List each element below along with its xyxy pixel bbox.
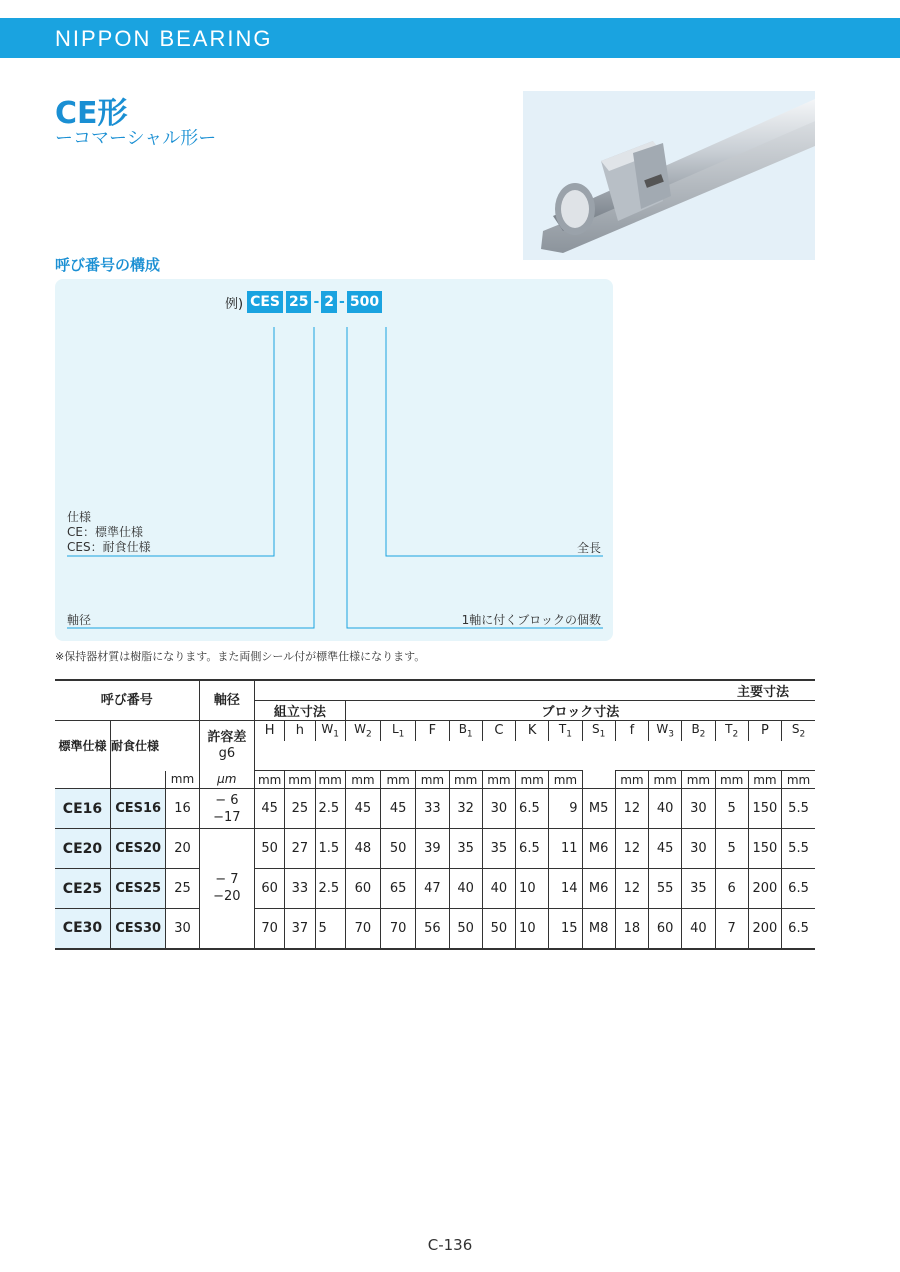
value-cell: 30 — [682, 829, 715, 869]
value-cell: 45 — [345, 789, 380, 829]
unit-cell: mm — [649, 771, 682, 789]
value-cell: 32 — [449, 789, 482, 829]
corrosion-code: CES25 — [110, 869, 165, 909]
brand-name: NIPPON BEARING — [55, 26, 273, 51]
header-call-number: 呼び番号 — [55, 680, 199, 721]
col-header: $B_2$ — [682, 721, 715, 741]
value-cell: 30 — [682, 789, 715, 829]
page-subtitle: ーコマーシャル形ー — [55, 128, 217, 149]
value-cell: 37 — [285, 909, 315, 949]
unit-cell: mm — [449, 771, 482, 789]
value-cell: 9 — [549, 789, 582, 829]
value-cell: 5 — [315, 909, 345, 949]
unit-cell: mm — [416, 771, 449, 789]
value-cell: 200 — [748, 869, 781, 909]
col-header: K — [516, 721, 549, 741]
value-cell: 40 — [449, 869, 482, 909]
value-cell: M8 — [582, 909, 615, 949]
tolerance-label: 許容差 — [207, 729, 247, 745]
col-header: C — [482, 721, 515, 741]
table-row — [55, 829, 815, 869]
tolerance-upper: − 6 — [215, 792, 239, 808]
col-header: $L_1$ — [381, 721, 416, 741]
unit-cell: mm — [682, 771, 715, 789]
code-part-spec: CES — [247, 291, 283, 313]
value-cell: 60 — [649, 909, 682, 949]
unit-cell: mm — [315, 771, 345, 789]
page-number: C-136 — [427, 1236, 473, 1254]
value-cell: 35 — [449, 829, 482, 869]
value-cell: 30 — [482, 789, 515, 829]
tolerance-lower: −17 — [213, 809, 241, 825]
unit-cell: mm — [615, 771, 648, 789]
spec-label-line: CE：標準仕様 — [67, 525, 143, 539]
col-header: $W_2$ — [345, 721, 380, 741]
col-header: $S_1$ — [582, 721, 615, 741]
unit-cell: mm — [549, 771, 582, 789]
part-number-diagram — [55, 279, 613, 641]
unit-cell: mm — [782, 771, 815, 789]
shaft-diameter: 25 — [166, 869, 199, 909]
tolerance-cell — [199, 829, 254, 949]
value-cell: 70 — [345, 909, 380, 949]
tolerance-upper: − 7 — [215, 872, 239, 888]
header-tolerance — [199, 721, 254, 771]
table-row — [55, 909, 815, 949]
value-cell: 150 — [748, 789, 781, 829]
value-cell: 6.5 — [516, 789, 549, 829]
tolerance-lower: −20 — [213, 889, 241, 905]
unit-cell: mm — [482, 771, 515, 789]
code-dash: - — [339, 294, 345, 310]
col-header: P — [748, 721, 781, 741]
value-cell: M6 — [582, 869, 615, 909]
value-cell: 5.5 — [782, 789, 815, 829]
value-cell: 33 — [285, 869, 315, 909]
value-cell: 50 — [449, 909, 482, 949]
unit-cell: mm — [516, 771, 549, 789]
value-cell: 15 — [549, 909, 582, 949]
corrosion-code: CES16 — [110, 789, 165, 829]
corrosion-code: CES20 — [110, 829, 165, 869]
value-cell: 12 — [615, 869, 648, 909]
length-label: 全長 — [576, 541, 601, 555]
value-cell: 70 — [255, 909, 285, 949]
unit-cell: mm — [345, 771, 380, 789]
value-cell: 60 — [345, 869, 380, 909]
spec-label-line: 仕様 — [67, 510, 92, 524]
value-cell: 6.5 — [782, 869, 815, 909]
code-part-length: 500 — [347, 291, 382, 313]
col-header: f — [615, 721, 648, 741]
value-cell: 47 — [416, 869, 449, 909]
value-cell: 6 — [715, 869, 748, 909]
value-cell: 45 — [255, 789, 285, 829]
value-cell: 14 — [549, 869, 582, 909]
header-corrosion: 耐食仕様 — [110, 721, 199, 771]
value-cell: 5.5 — [782, 829, 815, 869]
col-header: $W_3$ — [649, 721, 682, 741]
shaft-diameter: 20 — [166, 829, 199, 869]
standard-code: CE30 — [55, 909, 110, 949]
value-cell: 25 — [285, 789, 315, 829]
table-row — [55, 789, 815, 829]
code-part-shaft: 25 — [286, 291, 311, 313]
unit-cell-empty — [582, 771, 615, 789]
unit-row — [55, 771, 815, 789]
unit-cell: mm — [255, 771, 285, 789]
page-title: CE形 — [55, 96, 128, 131]
value-cell: 1.5 — [315, 829, 345, 869]
value-cell: 150 — [748, 829, 781, 869]
col-header: $W_1$ — [315, 721, 345, 741]
shaft-diameter: 30 — [166, 909, 199, 949]
value-cell: 35 — [482, 829, 515, 869]
shaft-diameter: 16 — [166, 789, 199, 829]
unit-cell-empty — [110, 771, 165, 789]
spec-table — [55, 679, 815, 950]
corrosion-code: CES30 — [110, 909, 165, 949]
value-cell: 27 — [285, 829, 315, 869]
tolerance-cell — [199, 789, 254, 829]
col-header: H — [255, 721, 285, 741]
value-cell: 65 — [381, 869, 416, 909]
col-header: $T_2$ — [715, 721, 748, 741]
value-cell: 200 — [748, 909, 781, 949]
value-cell: 60 — [255, 869, 285, 909]
value-cell: 40 — [649, 789, 682, 829]
value-cell: 12 — [615, 829, 648, 869]
g6-label: g6 — [218, 745, 236, 761]
header-spacer — [255, 741, 815, 771]
unit-um: μm — [199, 771, 254, 789]
code-dash: - — [313, 294, 320, 310]
leader-lines — [55, 279, 613, 641]
value-cell: 5 — [715, 829, 748, 869]
code-part-blocks: 2 — [321, 291, 337, 313]
value-cell: 70 — [381, 909, 416, 949]
value-cell: M5 — [582, 789, 615, 829]
col-header: F — [416, 721, 449, 741]
value-cell: 2.5 — [315, 869, 345, 909]
header-bar — [0, 18, 900, 58]
standard-code: CE25 — [55, 869, 110, 909]
header-main-dims: 主要寸法 — [255, 680, 815, 701]
value-cell: 10 — [516, 869, 549, 909]
header-assembly: 組立寸法 — [255, 701, 346, 721]
col-header: $S_2$ — [782, 721, 815, 741]
value-cell: 2.5 — [315, 789, 345, 829]
section-title: 呼び番号の構成 — [55, 256, 161, 274]
value-cell: 50 — [255, 829, 285, 869]
value-cell: 50 — [381, 829, 416, 869]
header-standard: 標準仕様 — [55, 721, 110, 771]
col-header: $B_1$ — [449, 721, 482, 741]
material-note: ※保持器材質は樹脂になります。また両側シール付が標準仕様になります。 — [55, 650, 426, 663]
value-cell: 7 — [715, 909, 748, 949]
value-cell: M6 — [582, 829, 615, 869]
unit-cell: mm — [748, 771, 781, 789]
value-cell: 48 — [345, 829, 380, 869]
product-photo — [523, 91, 815, 260]
standard-code: CE20 — [55, 829, 110, 869]
example-label: 例) — [225, 296, 244, 312]
value-cell: 45 — [649, 829, 682, 869]
value-cell: 18 — [615, 909, 648, 949]
value-cell: 50 — [482, 909, 515, 949]
header-shaft: 軸径 — [199, 680, 254, 721]
value-cell: 39 — [416, 829, 449, 869]
value-cell: 6.5 — [516, 829, 549, 869]
unit-cell: mm — [166, 771, 199, 789]
unit-cell: mm — [381, 771, 416, 789]
col-header: h — [285, 721, 315, 741]
value-cell: 40 — [482, 869, 515, 909]
value-cell: 33 — [416, 789, 449, 829]
standard-code: CE16 — [55, 789, 110, 829]
value-cell: 10 — [516, 909, 549, 949]
shaft-label: 軸径 — [67, 613, 92, 627]
value-cell: 5 — [715, 789, 748, 829]
unit-cell-empty — [55, 771, 110, 789]
value-cell: 40 — [682, 909, 715, 949]
header-block: ブロック寸法 — [345, 701, 815, 721]
value-cell: 55 — [649, 869, 682, 909]
value-cell: 45 — [381, 789, 416, 829]
value-cell: 6.5 — [782, 909, 815, 949]
blocks-label: 1軸に付くブロックの個数 — [461, 613, 601, 627]
spec-label — [67, 510, 151, 555]
unit-cell: mm — [285, 771, 315, 789]
value-cell: 12 — [615, 789, 648, 829]
unit-cell: mm — [715, 771, 748, 789]
col-header: $T_1$ — [549, 721, 582, 741]
value-cell: 11 — [549, 829, 582, 869]
table-row — [55, 869, 815, 909]
spec-label-line: CES：耐食仕様 — [67, 540, 151, 554]
value-cell: 35 — [682, 869, 715, 909]
value-cell: 56 — [416, 909, 449, 949]
